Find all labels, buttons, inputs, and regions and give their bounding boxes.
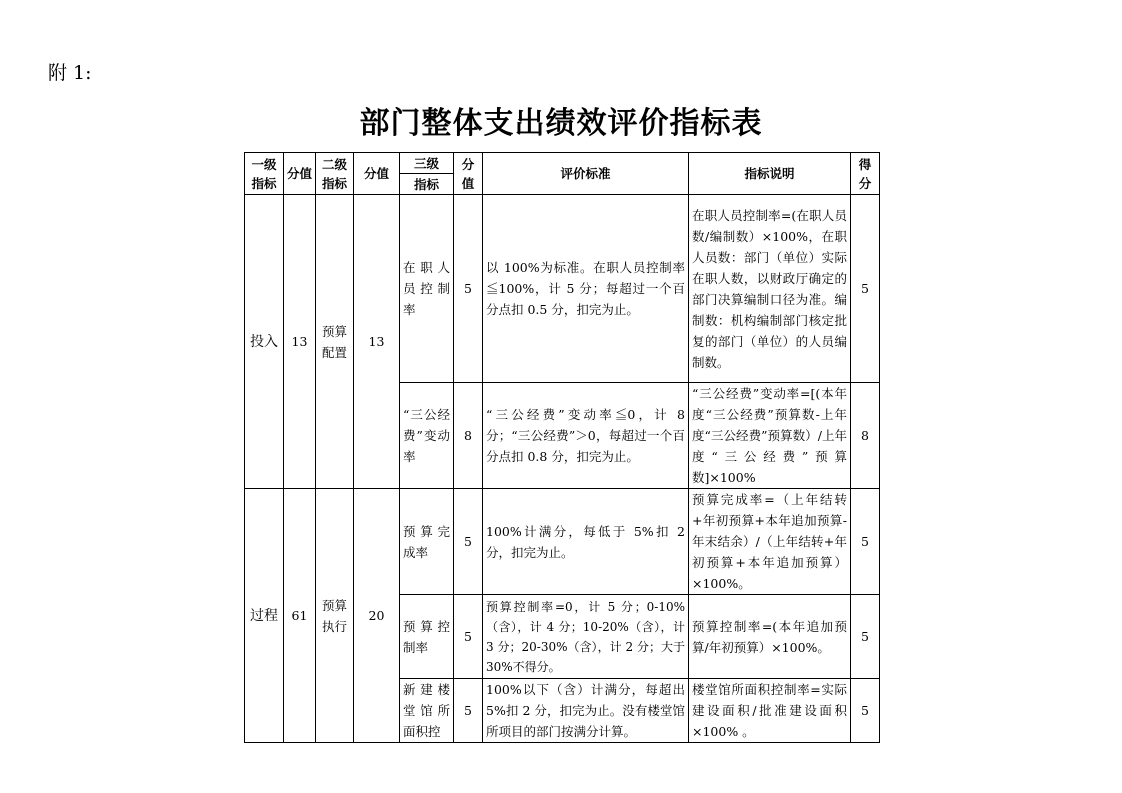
level2-cell: 预算执行: [316, 489, 354, 743]
attachment-label: 附 1:: [48, 62, 92, 84]
description-cell: 楼堂馆所面积控制率=实际建设面积/批准建设面积×100% 。: [689, 679, 851, 743]
indicator-cell: “三公经费”变动率: [400, 383, 454, 489]
criteria-cell: 预算控制率=0，计 5 分；0-10%（含），计 4 分；10-20%（含），计 3 分；20-30%（含），计 2 分；大于 30%不得分。: [483, 595, 689, 679]
table-header-row: [245, 153, 880, 174]
indicator-score-cell: 5: [454, 679, 483, 743]
indicator-cell: 新建楼堂馆所面积控: [400, 679, 454, 743]
result-cell: 5: [851, 195, 880, 383]
result-cell: 5: [851, 489, 880, 595]
description-cell: 预算控制率=(本年追加预算/年初预算）×100%。: [689, 595, 851, 679]
indicator-cell: 在职人员控制率: [400, 195, 454, 383]
header-score1: 分值: [284, 153, 316, 195]
level1-cell: 过程: [245, 489, 284, 743]
result-cell: 5: [851, 595, 880, 679]
table-row: [245, 195, 880, 383]
level1-cell: 投入: [245, 195, 284, 489]
indicator-table: [244, 152, 880, 743]
score2-cell: 20: [354, 489, 400, 743]
score2-cell: 13: [354, 195, 400, 489]
criteria-cell: 100%计满分，每低于 5%扣 2 分，扣完为止。: [483, 489, 689, 595]
indicator-cell: 预算完成率: [400, 489, 454, 595]
indicator-score-cell: 5: [454, 595, 483, 679]
header-score2: 分值: [354, 153, 400, 195]
level2-cell: 预算配置: [316, 195, 354, 489]
result-cell: 8: [851, 383, 880, 489]
page-title: 部门整体支出绩效评价指标表: [359, 106, 763, 141]
header-level2: 二级指标: [316, 153, 354, 195]
score1-cell: 13: [284, 195, 316, 489]
header-criteria: 评价标准: [483, 153, 689, 195]
header-level3-bottom: 指标: [400, 174, 454, 195]
score1-cell: 61: [284, 489, 316, 743]
indicator-score-cell: 8: [454, 383, 483, 489]
header-description: 指标说明: [689, 153, 851, 195]
description-cell: 预算完成率=（上年结转+年初预算+本年追加预算-年末结余）/（上年结转+年初预算+本年追加预算）×100%。: [689, 489, 851, 595]
header-result: 得分: [851, 153, 880, 195]
indicator-score-cell: 5: [454, 195, 483, 383]
table-row: [245, 489, 880, 595]
header-score3: 分值: [454, 153, 483, 195]
description-cell: “三公经费”变动率=[(本年度“三公经费”预算数-上年度“三公经费”预算数）/上年度“三公经费”预算数]×100%: [689, 383, 851, 489]
criteria-cell: 100%以下（含）计满分，每超出 5%扣 2 分，扣完为止。没有楼堂馆所项目的部门按满分计算。: [483, 679, 689, 743]
indicator-score-cell: 5: [454, 489, 483, 595]
result-cell: 5: [851, 679, 880, 743]
header-level1: 一级指标: [245, 153, 284, 195]
criteria-cell: “三公经费”变动率≦0，计 8 分；“三公经费”＞0，每超过一个百分点扣 0.8 分，扣完为止。: [483, 383, 689, 489]
criteria-cell: 以 100%为标准。在职人员控制率≦100%，计 5 分；每超过一个百分点扣 0.5 分，扣完为止。: [483, 195, 689, 383]
indicator-cell: 预算控制率: [400, 595, 454, 679]
description-cell: 在职人员控制率=(在职人员数/编制数）×100%，在职人员数：部门（单位）实际在职人数，以财政厅确定的部门决算编制口径为准。编制数：机构编制部门核定批复的部门（单位）的人员编制数。: [689, 195, 851, 383]
header-level3-top: 三级: [400, 153, 454, 174]
